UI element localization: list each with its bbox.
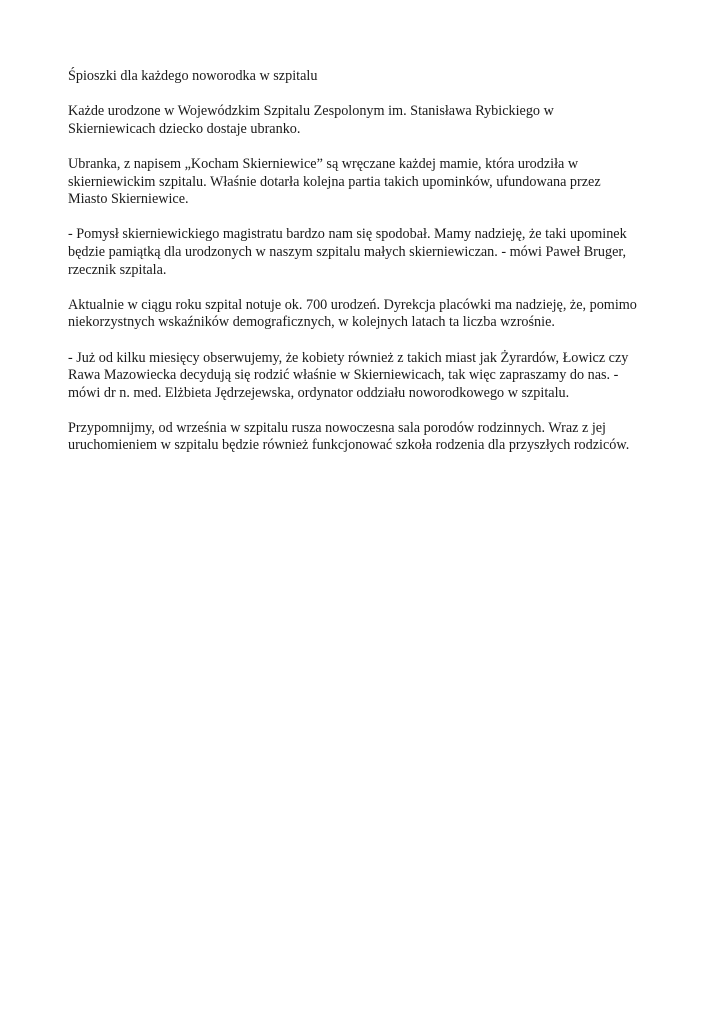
paragraph-spokesman-quote: - Pomysł skierniewickiego magistratu bardzo nam się spodobał. Mamy nadzieję, że taki upominek będzie pamiątką dla urodzonych w naszym szpitalu małych skierniewiczan. - mówi Paweł Bruger, rzecznik szpitala. (68, 226, 627, 278)
paragraph-reminder: Przypomnijmy, od września w szpitalu rusza nowoczesna sala porodów rodzinnych. Wraz z jej uruchomieniem w szpitalu będzie również funkcjonować szkoła rodzenia dla przyszłych rodziców. (68, 419, 630, 454)
document-page (68, 68, 668, 473)
paragraph-gifts: Ubranka, z napisem „Kocham Skierniewice” są wręczane każdej mamie, która urodziła w skierniewickim szpitalu. Właśnie dotarła kolejna partia takich upominków, ufundowana przez Miasto Skierniewice. (68, 155, 601, 208)
paragraph-births: Aktualnie w ciągu roku szpital notuje ok. 700 urodzeń. Dyrekcja placówki ma nadzieję, że, pomimo niekorzystnych wskaźników demograficznych, w kolejnych latach ta liczba wzrośnie. (68, 296, 637, 331)
document-title: Śpioszki dla każdego noworodka w szpitalu (68, 68, 318, 84)
paragraph-intro: Każde urodzone w Wojewódzkim Szpitalu Zespolonym im. Stanisława Rybickiego w Skierniewicach dziecko dostaje ubranko. (68, 103, 554, 137)
paragraph-head-quote: - Już od kilku miesięcy obserwujemy, że kobiety również z takich miast jak Żyrardów, Łowicz czy Rawa Mazowiecka decydują się rodzić właśnie w Skierniewicach, tak więc zapraszamy do nas. - mówi dr n. med. Elżbieta Jędrzejewska, ordynator oddziału noworodkowego w szpitalu. (68, 349, 629, 401)
